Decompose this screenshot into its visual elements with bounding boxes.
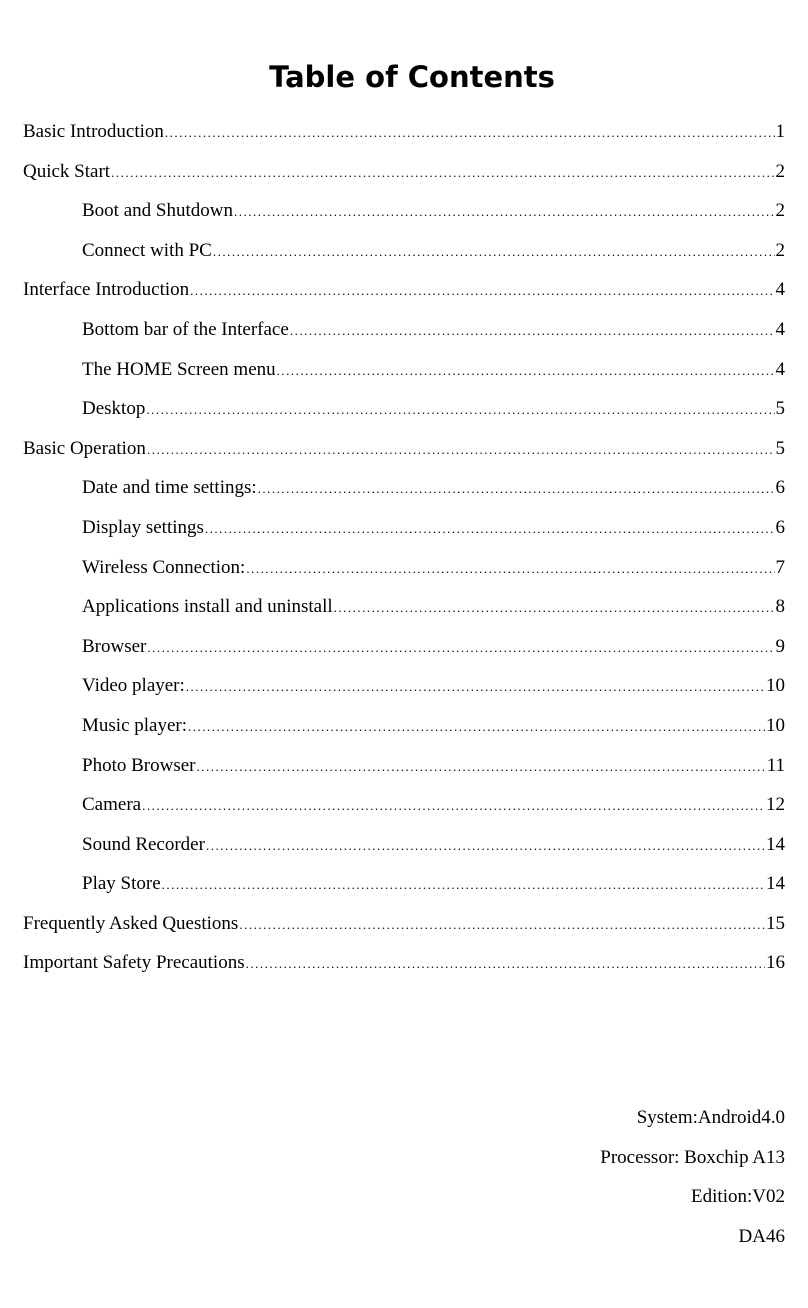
toc-entry-label: The HOME Screen menu bbox=[82, 358, 276, 380]
toc-leader-dots bbox=[213, 232, 775, 272]
toc-entry-label: Camera bbox=[82, 794, 142, 816]
toc-entry-page-number: 14 bbox=[766, 873, 785, 895]
toc-entry-page-number: 12 bbox=[766, 794, 785, 816]
toc-entry-page-number: 7 bbox=[775, 556, 785, 578]
toc-entry[interactable] bbox=[23, 231, 785, 271]
edition-info: Edition:V02 bbox=[691, 1186, 785, 1207]
toc-entry[interactable] bbox=[23, 152, 785, 192]
table-of-contents bbox=[23, 112, 785, 983]
toc-entry[interactable] bbox=[23, 270, 785, 310]
toc-entry-page-number: 5 bbox=[775, 398, 785, 420]
toc-entry-page-number: 6 bbox=[775, 477, 785, 499]
toc-entry-page-number: 4 bbox=[775, 358, 785, 380]
toc-entry[interactable] bbox=[23, 864, 785, 904]
processor-info: Processor: Boxchip A13 bbox=[600, 1146, 785, 1168]
toc-entry-page-number: 14 bbox=[766, 833, 785, 855]
toc-entry-label: Basic Introduction bbox=[23, 121, 164, 142]
toc-entry-page-number: 9 bbox=[775, 635, 785, 657]
toc-entry-page-number: 10 bbox=[766, 714, 785, 736]
toc-leader-dots bbox=[258, 469, 775, 509]
system-info: System:Android4.0 bbox=[636, 1107, 785, 1128]
toc-entry[interactable] bbox=[23, 548, 785, 588]
toc-entry-page-number: 10 bbox=[766, 675, 785, 697]
toc-entry-label: Connect with PC bbox=[82, 239, 212, 261]
toc-entry-label: Desktop bbox=[82, 398, 146, 420]
toc-entry-page-number: 16 bbox=[766, 952, 785, 974]
toc-entry-page-number: 6 bbox=[775, 516, 785, 538]
toc-leader-dots bbox=[190, 271, 774, 311]
toc-leader-dots bbox=[165, 113, 775, 153]
toc-entry-label: Quick Start bbox=[23, 160, 111, 182]
toc-entry[interactable] bbox=[23, 112, 785, 152]
toc-leader-dots bbox=[147, 628, 774, 668]
toc-entry-label: Boot and Shutdown bbox=[82, 200, 233, 222]
toc-entry-page-number: 2 bbox=[775, 239, 785, 261]
toc-entry[interactable] bbox=[23, 706, 785, 746]
toc-entry-page-number: 11 bbox=[766, 754, 785, 776]
toc-entry[interactable] bbox=[23, 429, 785, 469]
toc-entry-label: Frequently Asked Questions bbox=[23, 912, 239, 934]
toc-entry[interactable] bbox=[23, 587, 785, 627]
toc-leader-dots bbox=[111, 153, 774, 193]
toc-entry-page-number: 2 bbox=[775, 160, 785, 182]
toc-leader-dots bbox=[290, 311, 775, 351]
toc-leader-dots bbox=[196, 747, 765, 787]
toc-entry-label: Date and time settings: bbox=[82, 477, 257, 499]
toc-entry-page-number: 5 bbox=[775, 437, 785, 459]
toc-entry-label: Wireless Connection: bbox=[82, 556, 246, 578]
toc-entry[interactable] bbox=[23, 666, 785, 706]
toc-entry-label: Music player: bbox=[82, 714, 188, 736]
toc-leader-dots bbox=[147, 430, 775, 470]
toc-entry-label: Display settings bbox=[82, 516, 204, 538]
toc-entry[interactable] bbox=[23, 389, 785, 429]
toc-entry[interactable] bbox=[23, 785, 785, 825]
toc-leader-dots bbox=[162, 865, 765, 905]
toc-entry[interactable] bbox=[23, 943, 785, 983]
toc-entry-label: Browser bbox=[82, 635, 147, 657]
toc-entry-page-number: 15 bbox=[766, 912, 785, 934]
toc-leader-dots bbox=[186, 667, 765, 707]
toc-leader-dots bbox=[188, 707, 765, 747]
toc-leader-dots bbox=[234, 192, 775, 232]
toc-entry[interactable] bbox=[23, 825, 785, 865]
toc-leader-dots bbox=[277, 351, 775, 391]
toc-leader-dots bbox=[142, 786, 765, 826]
toc-leader-dots bbox=[146, 390, 774, 430]
toc-entry-label: Important Safety Precautions bbox=[23, 952, 245, 974]
toc-leader-dots bbox=[239, 905, 765, 945]
toc-entry-label: Interface Introduction bbox=[23, 279, 190, 301]
toc-leader-dots bbox=[206, 826, 765, 866]
toc-entry-page-number: 4 bbox=[775, 279, 785, 301]
toc-entry[interactable] bbox=[23, 746, 785, 786]
toc-entry-label: Bottom bar of the Interface bbox=[82, 318, 289, 340]
toc-leader-dots bbox=[246, 549, 774, 589]
toc-entry[interactable] bbox=[23, 904, 785, 944]
toc-entry-page-number: 2 bbox=[775, 200, 785, 222]
page-title: Table of Contents bbox=[269, 60, 555, 94]
toc-entry[interactable] bbox=[23, 627, 785, 667]
toc-entry-label: Video player: bbox=[82, 675, 185, 697]
toc-entry-page-number: 4 bbox=[775, 318, 785, 340]
toc-entry-page-number: 8 bbox=[775, 596, 785, 618]
toc-entry-label: Photo Browser bbox=[82, 754, 196, 776]
toc-entry-label: Play Store bbox=[82, 873, 161, 895]
toc-entry[interactable] bbox=[23, 350, 785, 390]
device-info bbox=[600, 1098, 785, 1256]
toc-entry[interactable] bbox=[23, 468, 785, 508]
toc-entry[interactable] bbox=[23, 508, 785, 548]
model-info: DA46 bbox=[738, 1225, 785, 1247]
toc-entry-label: Sound Recorder bbox=[82, 833, 205, 855]
toc-entry-label: Applications install and uninstall bbox=[82, 596, 333, 618]
toc-entry[interactable] bbox=[23, 310, 785, 350]
toc-leader-dots bbox=[246, 944, 765, 984]
toc-entry-label: Basic Operation bbox=[23, 437, 146, 459]
toc-entry[interactable] bbox=[23, 191, 785, 231]
toc-entry-page-number: 1 bbox=[775, 121, 785, 142]
toc-leader-dots bbox=[334, 588, 775, 628]
toc-leader-dots bbox=[205, 509, 775, 549]
